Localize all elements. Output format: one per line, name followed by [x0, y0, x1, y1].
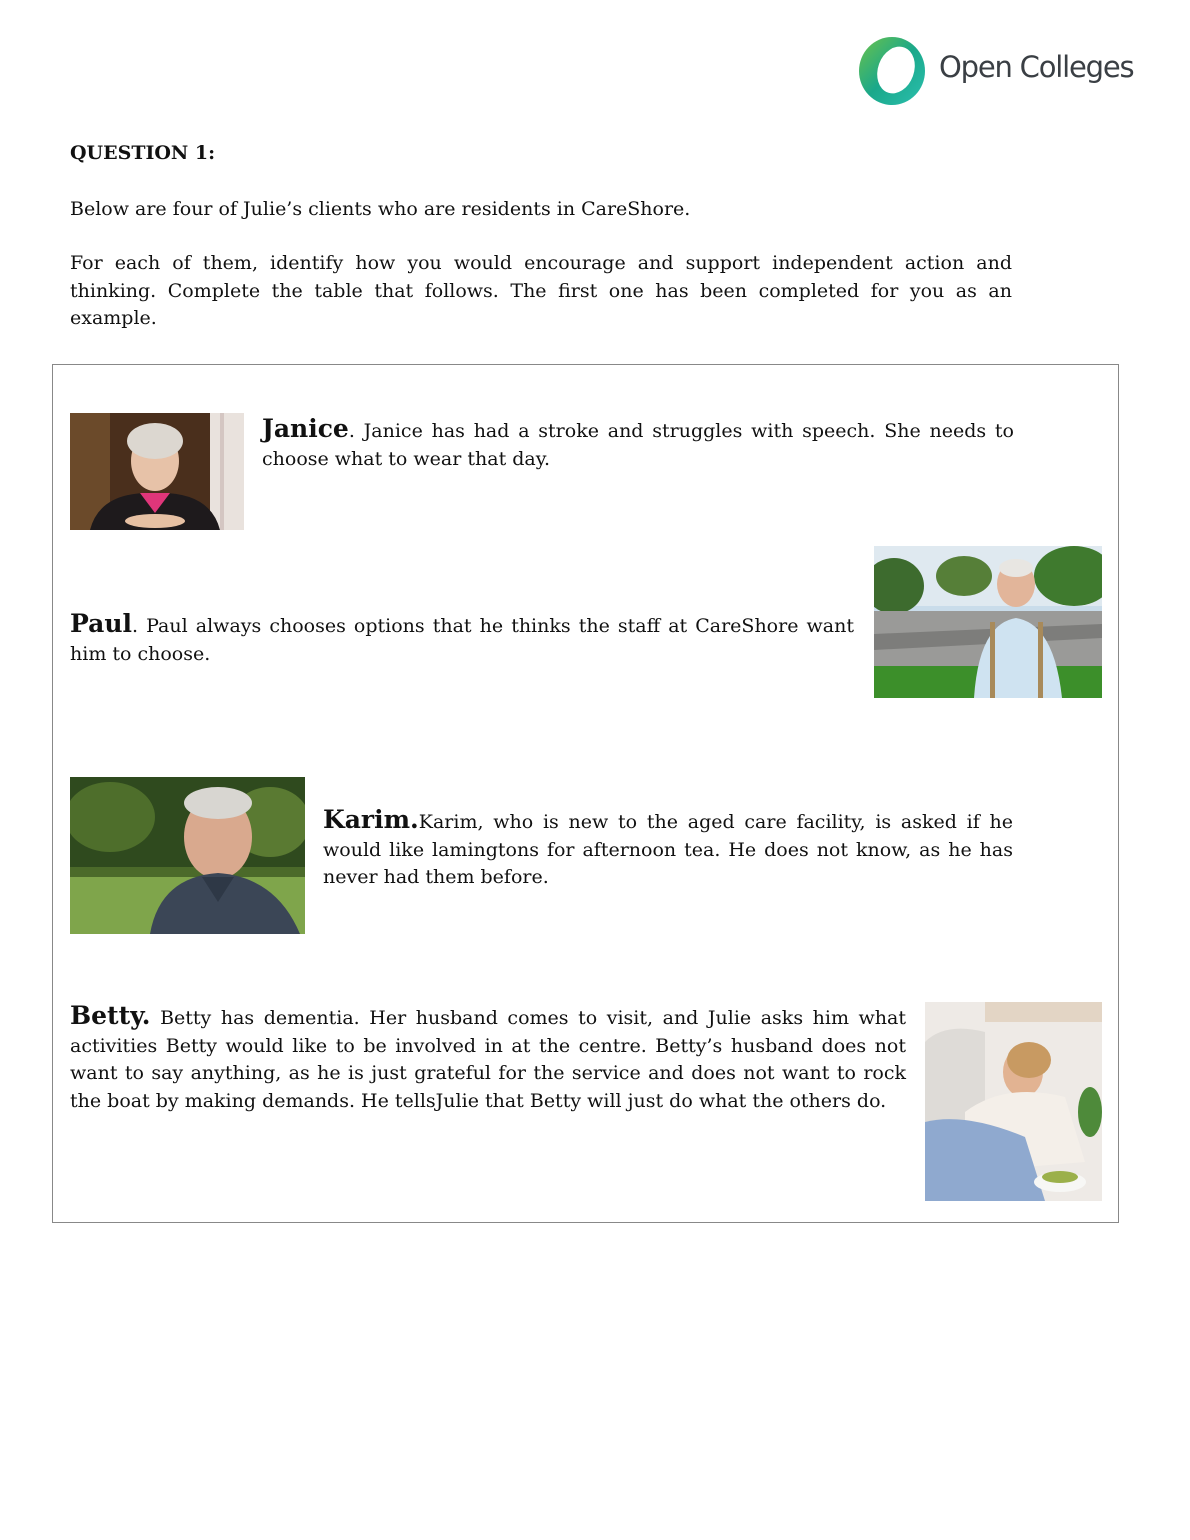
- client-description: Karim, who is new to the aged care facility, is asked if he would like lamingtons for afternoon tea. He does not know, as he has never had them before.: [323, 811, 1013, 888]
- question-title: QUESTION 1:: [70, 142, 216, 164]
- question-intro: Below are four of Julie’s clients who are residents in CareShore.: [70, 198, 691, 220]
- paul-photo: [874, 546, 1102, 698]
- client-name: Paul: [70, 609, 132, 638]
- open-colleges-logo: [856, 34, 1136, 108]
- karim-photo: [70, 777, 305, 934]
- client-betty: [70, 1002, 906, 1115]
- client-karim: [323, 806, 1013, 892]
- question-instructions: For each of them, identify how you would encourage and support independent action and thinking. Complete the table that follows. The first one has been completed for you as an example.: [70, 252, 1012, 329]
- client-name: Betty.: [70, 1001, 151, 1030]
- janice-photo: [70, 413, 244, 530]
- logo-ring-icon: [856, 34, 932, 108]
- client-description: Janice has had a stroke and struggles with speech. She needs to choose what to wear that day.: [262, 420, 1014, 470]
- client-paul: Paul. Paul always chooses options that he thinks the staff at CareShore want him to choose.: [70, 609, 854, 665]
- client-description: Betty has dementia. Her husband comes to visit, and Julie asks him what activities Betty would like to be involved in at the centre. Betty’s husband does not want to say anything, as he is just grateful for the service and does not want to rock the boat by making demands. He tellsJulie that Betty will just do what the others do.: [70, 1007, 906, 1112]
- client-description: Paul always chooses options that he thinks the staff at CareShore want him to choose.: [70, 615, 854, 665]
- logo-text: Open Colleges: [939, 50, 1134, 84]
- client-name: Janice: [262, 414, 349, 443]
- client-name: Karim.: [323, 805, 419, 834]
- betty-photo: [925, 1002, 1102, 1201]
- client-janice: Janice. Janice has had a stroke and struggles with speech. She needs to choose what to wear that day.: [262, 414, 1014, 470]
